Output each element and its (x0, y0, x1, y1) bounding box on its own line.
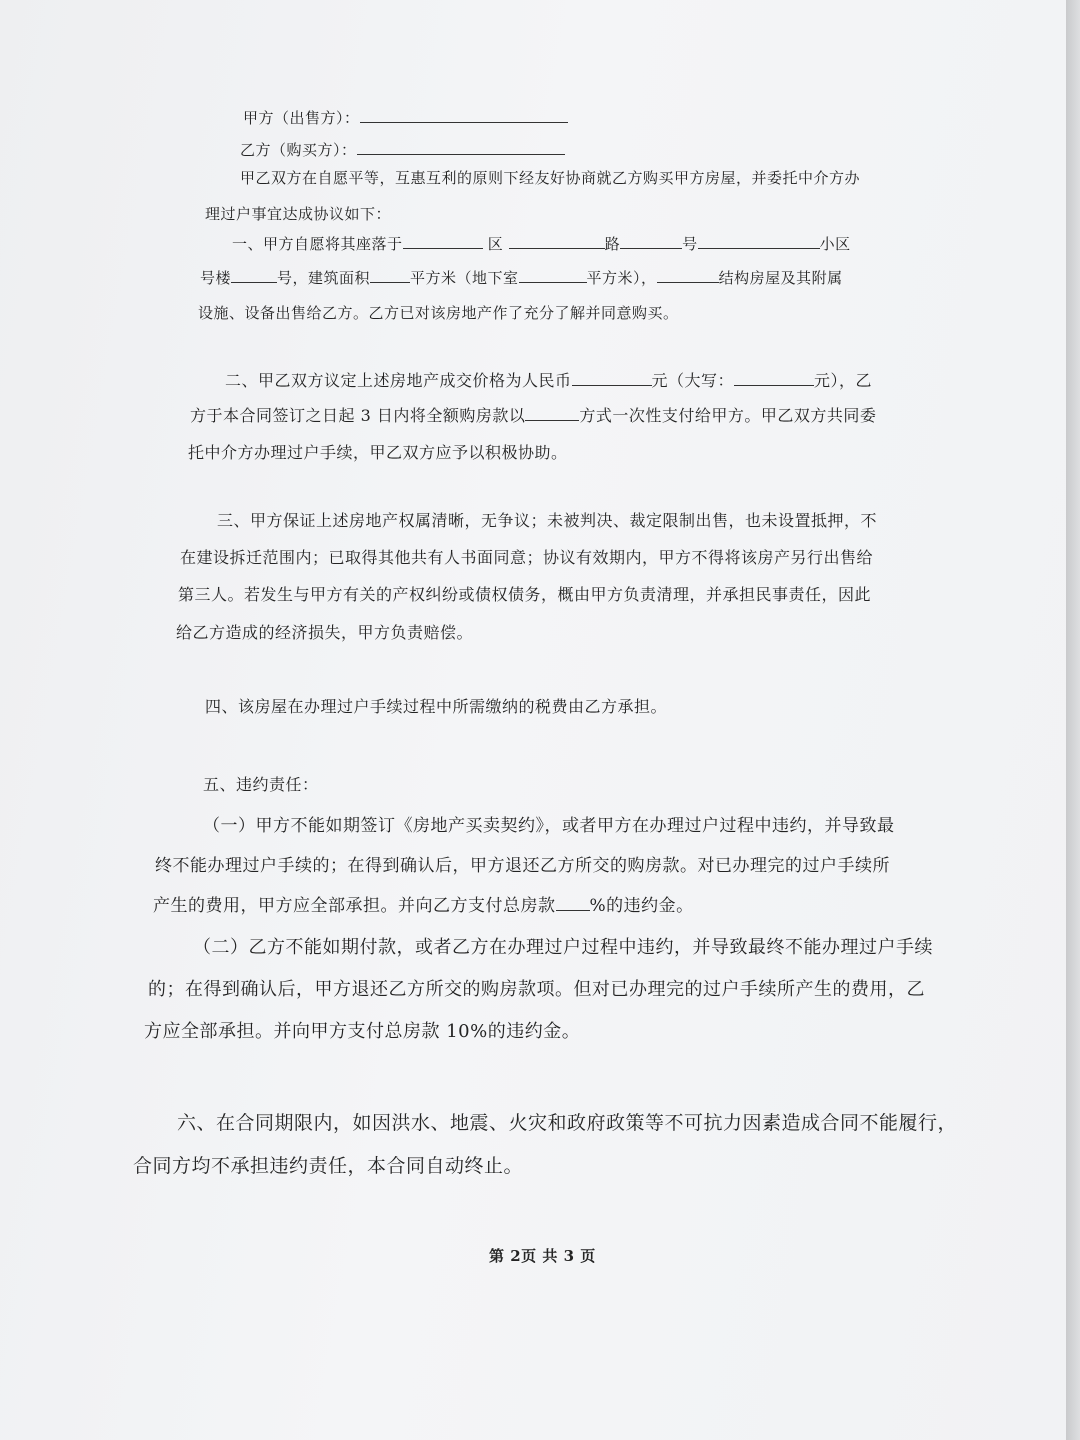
clause6-line-1: 六、在合同期限内，如因洪水、地震、火灾和政府政策等不可抗力因素造成合同不能履行， (177, 1112, 958, 1134)
clause3-line-2: 在建设拆迁范围内；已取得其他共有人书面同意；协议有效期内，甲方不得将该房产另行出售给 (180, 548, 874, 567)
background-edge (1066, 0, 1080, 1440)
party-b-blank (357, 140, 565, 155)
page-number-footer: 第 2页 共 3 页 (489, 1247, 596, 1265)
intro-line-2: 理过户事宜达成协议如下： (205, 205, 392, 223)
intro-line-1: 甲乙双方在自愿平等，互惠互利的原则下经友好协商就乙方购买甲方房屋，并委托中介方办 (240, 169, 861, 187)
clause5-2-line-1: （二）乙方不能如期付款，或者乙方在办理过户过程中违约，并导致最终不能办理过户手续 (193, 937, 933, 958)
clause1-line-3: 设施、设备出售给乙方。乙方已对该房地产作了充分了解并同意购买。 (198, 304, 679, 322)
clause5-1-line-3: 产生的费用，甲方应全部承担。并向乙方支付总房款 %的违约金。 (153, 891, 694, 916)
clause1-line-1: 一、甲方自愿将其座落于 区 路 号 小区 (232, 235, 851, 253)
clause5-1-line-1: （一）甲方不能如期签订《房地产买卖契约》，或者甲方在办理过户过程中违约，并导致最 (203, 816, 895, 836)
party-b-line: 乙方（购买方）： (240, 139, 565, 160)
party-a-blank (360, 108, 568, 123)
clause4-line: 四、该房屋在办理过户手续过程中所需缴纳的税费由乙方承担。 (205, 697, 668, 716)
clause2-line-2: 方于本合同签订之日起 3 日内将全额购房款以 方式一次性支付给甲方。甲乙双方共同委 (190, 406, 877, 425)
clause3-line-1: 三、甲方保证上述房地产权属清晰，无争议；未被判决、裁定限制出售，也未设置抵押，不 (217, 511, 878, 530)
clause5-title: 五、违约责任： (203, 775, 319, 794)
clause6-line-2: 合同方均不承担违约责任，本合同自动终止。 (133, 1155, 524, 1177)
clause2-line-3: 托中介方办理过户手续，甲乙双方应予以积极协助。 (188, 443, 568, 462)
clause5-1-line-2: 终不能办理过户手续的；在得到确认后，甲方退还乙方所交的购房款。对已办理完的过户手续所 (155, 856, 890, 876)
clause1-line-2: 号楼 号，建筑面积 平方米（地下室 平方米）， 结构房屋及其附属 (200, 269, 843, 287)
clause5-2-line-2: 的；在得到确认后，甲方退还乙方所交的购房款项。但对已办理完的过户手续所产生的费用，乙 (148, 979, 925, 1000)
clause3-line-3: 第三人。若发生与甲方有关的产权纠纷或债权债务，概由甲方负责清理，并承担民事责任，因此 (178, 585, 872, 604)
clause3-line-4: 给乙方造成的经济损失，甲方负责赔偿。 (176, 623, 474, 642)
clause5-2-line-3: 方应全部承担。并向甲方支付总房款 10%的违约金。 (144, 1021, 581, 1042)
clause2-line-1: 二、甲乙双方议定上述房地产成交价格为人民币 元（大写： 元），乙 (225, 371, 873, 390)
party-a-line: 甲方（出售方）： (243, 107, 568, 128)
